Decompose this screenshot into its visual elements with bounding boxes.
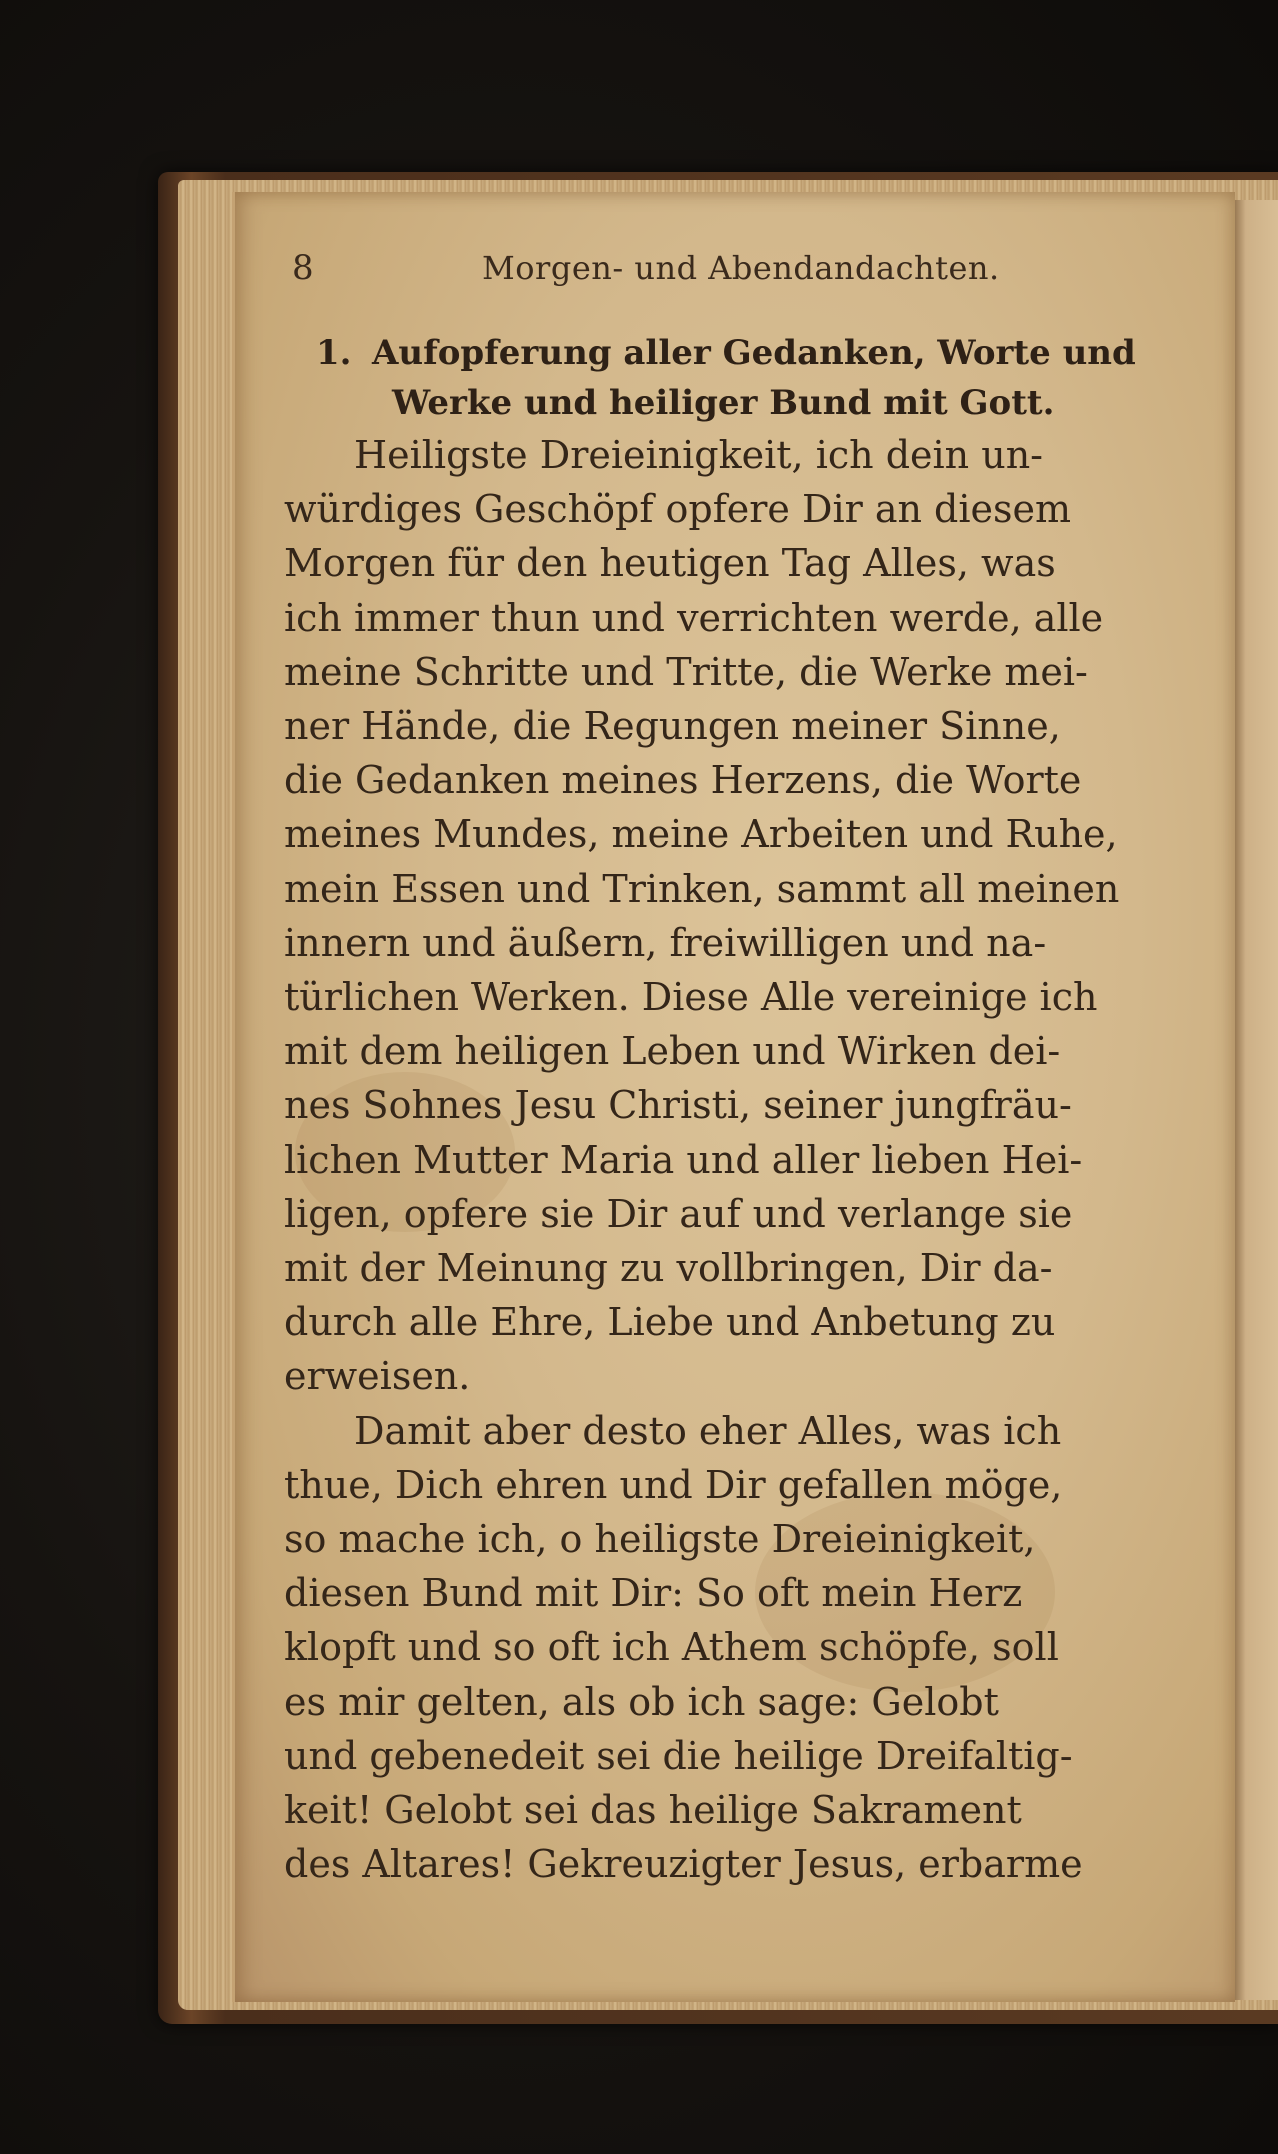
text-line: würdiges Geschöpf opfere Dir an diesem [284, 487, 1072, 532]
text-line: thue, Dich ehren und Dir gefallen möge, [284, 1462, 1063, 1507]
text-line: mein Essen und Trinken, sammt all meinen [284, 866, 1120, 911]
text-line: meines Mundes, meine Arbeiten und Ruhe, [284, 812, 1118, 857]
text-line: Damit aber desto eher Alles, was ich [354, 1408, 1062, 1453]
paragraph-2 [284, 1404, 1176, 1892]
text-line: Heiligste Dreieinigkeit, ich dein un- [354, 433, 1044, 477]
text-line: ner Hände, die Regungen meiner Sinne, [284, 704, 1061, 749]
text-line: durch alle Ehre, Liebe und Anbetung zu [284, 1300, 1056, 1345]
page-number: 8 [292, 248, 314, 288]
text-line: des Altares! Gekreuzigter Jesus, erbarme [284, 1842, 1083, 1887]
section-number: 1. [316, 333, 352, 373]
text-line: türlichen Werken. Diese Alle vereinige ich [284, 975, 1098, 1020]
running-head-title: Morgen- und Abendandachten. [482, 249, 1000, 287]
text-line: nes Sohnes Jesu Christi, seiner jungfräu- [284, 1083, 1072, 1128]
text-line: klopft und so oft ich Athem schöpfe, soll [284, 1625, 1059, 1670]
text-line: Morgen für den heutigen Tag Alles, was [284, 541, 1056, 586]
text-line: ich immer thun und verrichten werde, alle [284, 595, 1104, 640]
text-line: lichen Mutter Maria und aller lieben Hei- [284, 1137, 1083, 1182]
text-line: ligen, opfere sie Dir auf und verlange sie [284, 1191, 1073, 1236]
running-head [292, 248, 1172, 288]
text-line: innern und äußern, freiwilligen und na- [284, 920, 1047, 965]
text-line: die Gedanken meines Herzens, die Worte [284, 758, 1082, 803]
text-line: meine Schritte und Tritte, die Werke mei- [284, 649, 1088, 694]
section-title-line-2: Werke und heiliger Bund mit Gott. [392, 383, 1055, 423]
text-line: es mir gelten, als ob ich sage: Gelobt [284, 1679, 999, 1724]
section-heading [316, 328, 1172, 428]
text-line: und gebenedeit sei die heilige Dreifaltig- [284, 1733, 1073, 1778]
facing-page-edge [1232, 200, 1278, 2000]
text-line: diesen Bund mit Dir: So oft mein Herz [284, 1571, 1023, 1616]
text-line: so mache ich, o heiligste Dreieinigkeit, [284, 1517, 1036, 1562]
text-line: mit der Meinung zu vollbringen, Dir da- [284, 1246, 1053, 1291]
text-line: erweisen. [284, 1354, 471, 1399]
section-title-line-1: Aufopferung aller Gedanken, Worte und [372, 333, 1136, 373]
text-line: keit! Gelobt sei das heilige Sakrament [284, 1788, 1022, 1833]
paragraph-1 [284, 428, 1176, 1404]
text-line: mit dem heiligen Leben und Wirken dei- [284, 1029, 1061, 1074]
body-text [284, 428, 1176, 1891]
